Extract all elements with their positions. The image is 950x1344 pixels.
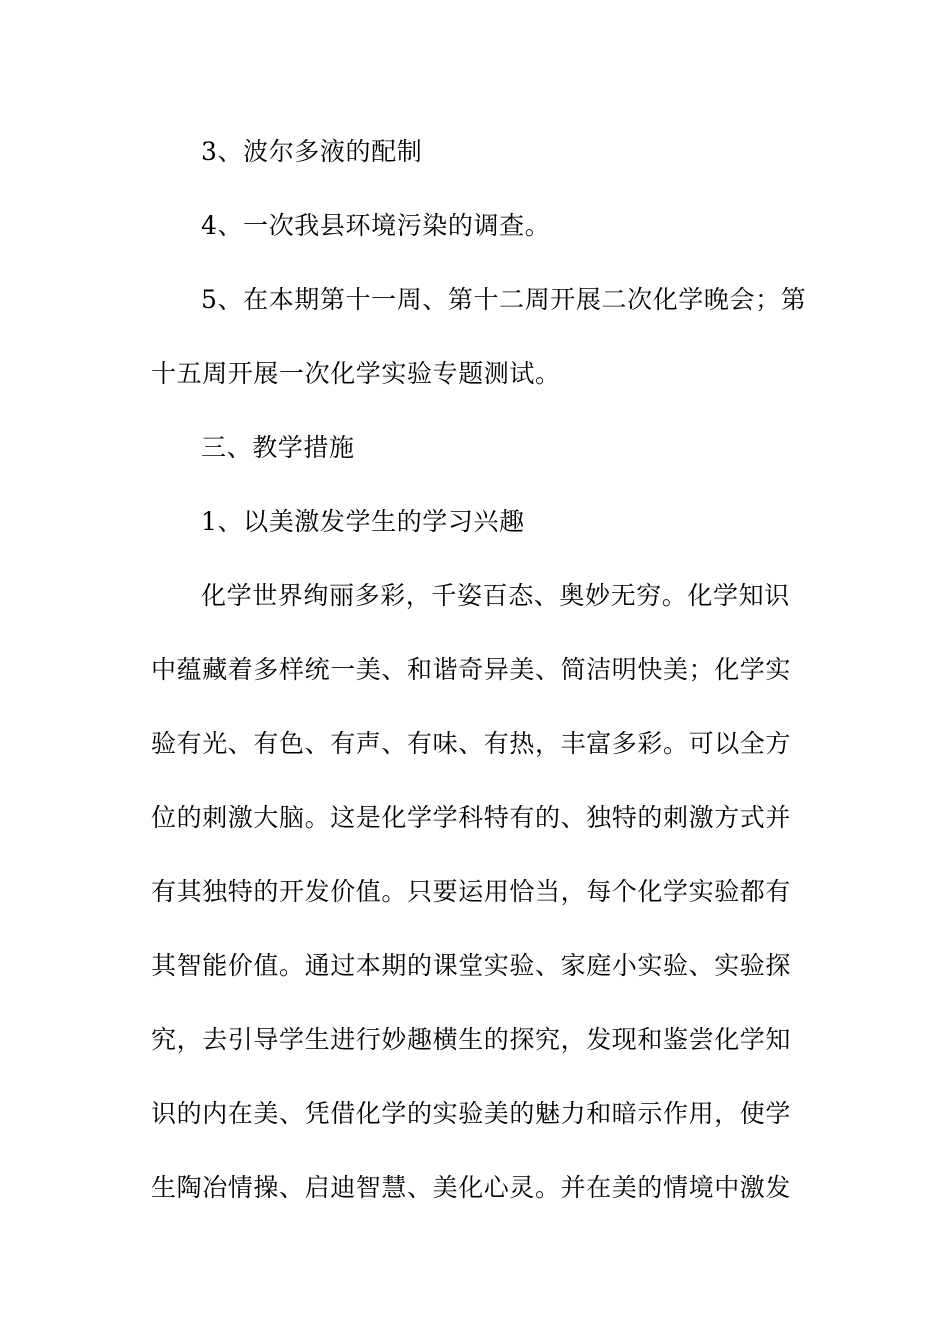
- paragraph-line-5: 有其独特的开发价值。只要运用恰当，每个化学实验都有: [151, 877, 792, 906]
- subheading-beauty-interest: 1、以美激发学生的学习兴趣: [201, 507, 525, 536]
- paragraph-line-3: 验有光、有色、有声、有味、有热，丰富多彩。可以全方: [151, 729, 792, 758]
- paragraph-line-8: 识的内在美、凭借化学的实验美的魅力和暗示作用，使学: [151, 1099, 792, 1128]
- paragraph-line-6: 其智能价值。通过本期的课堂实验、家庭小实验、实验探: [151, 951, 792, 980]
- text-line-item-4: 4、一次我县环境污染的调查。: [201, 211, 551, 240]
- paragraph-line-2: 中蕴藏着多样统一美、和谐奇异美、简洁明快美；化学实: [151, 655, 792, 684]
- text-line-item-3: 3、波尔多液的配制: [201, 137, 423, 166]
- paragraph-line-1: 化学世界绚丽多彩，千姿百态、奥妙无穷。化学知识: [201, 581, 790, 610]
- paragraph-line-4: 位的刺激大脑。这是化学学科特有的、独特的刺激方式并: [151, 803, 792, 832]
- paragraph-line-7: 究，去引导学生进行妙趣横生的探究，发现和鉴尝化学知: [151, 1025, 792, 1054]
- section-heading-teaching-measures: 三、教学措施: [201, 433, 355, 462]
- paragraph-line-9: 生陶冶情操、启迪智慧、美化心灵。并在美的情境中激发: [151, 1173, 792, 1202]
- text-line-item-5-end: 十五周开展一次化学实验专题测试。: [151, 359, 561, 388]
- text-line-item-5-start: 5、在本期第十一周、第十二周开展二次化学晚会；第: [201, 285, 807, 314]
